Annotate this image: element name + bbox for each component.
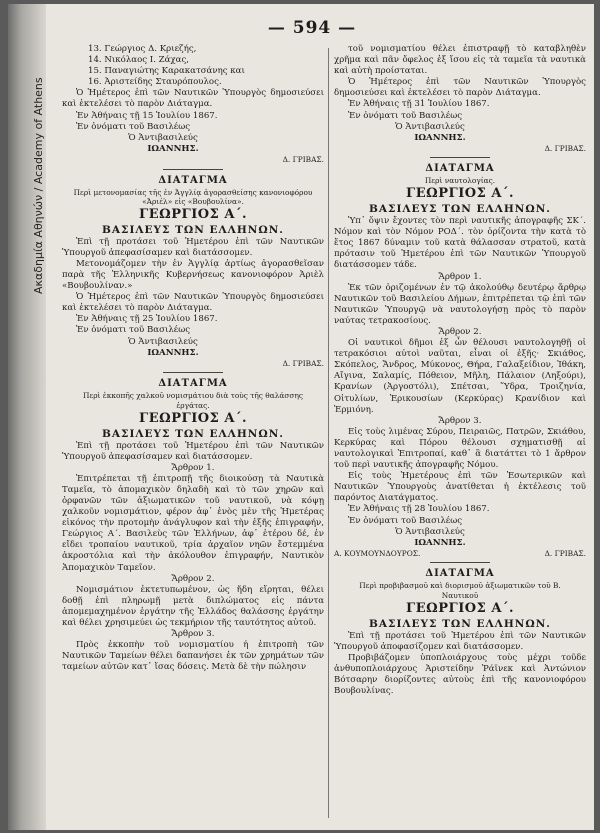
article-heading: Ἄρθρον 3. xyxy=(171,629,215,640)
article-heading: Ἄρθρον 1. xyxy=(171,462,215,473)
king-heading: ΓΕΩΡΓΙΟΣ Α΄. xyxy=(139,206,247,222)
regent-title: Ὁ Ἀντιβασιλεύς xyxy=(395,121,465,132)
basileus-heading: ΒΑΣΙΛΕΥΣ ΤΩΝ ΕΛΛΗΝΩΝ. xyxy=(369,203,551,216)
regent-name: ΙΩΑΝΝΗΣ. xyxy=(414,132,466,143)
signature-row xyxy=(334,549,586,559)
decree-title: ΔΙΑΤΑΓΜΑ xyxy=(158,378,228,390)
decree-date: Ἐν Ἀθήναις τῇ 25 Ἰουλίου 1867. xyxy=(76,314,218,325)
document-page xyxy=(8,4,594,830)
section-rule xyxy=(430,157,490,158)
regent-name: ΙΩΑΝΝΗΣ. xyxy=(147,347,199,358)
decree-title: ΔΙΑΤΑΓΜΑ xyxy=(425,163,495,175)
article-heading: Ἄρθρον 2. xyxy=(171,573,215,584)
closing-paragraph: Ὁ Ἡμέτερος ἐπὶ τῶν Ναυτικῶν Ὑπουργὸς δημοσιεύσει καὶ ἐκτελέσει τὸ παρὸν Διάταγμα. xyxy=(334,77,586,99)
decree-preamble: Ὑπ᾽ ὄψιν ἔχοντες τὸν περὶ ναυτικῆς ἀπογραφῆς ΣΚ΄. Νόμον καὶ τὸν Νόμον ΡΟΔ΄. τὸν ὁρίζοντα τὴν κατὰ τὸ ἔτος 1867 δύναμιν τοῦ κατὰ θάλασσαν στρατοῦ, κατὰ πρότασιν τοῦ Ἡμετέρου ἐπὶ τῶν Ναυτικῶν Ὑπουργοῦ διατάσσομεν τάδε. xyxy=(334,216,586,271)
regent-title: Ὁ Ἀντιβασιλεύς xyxy=(128,132,198,143)
article-text: Οἱ ναυτικοὶ δῆμοι ἐξ ὧν θέλουσι ναυτολογηθῇ οἱ τετρακόσιοι αὐτοὶ ναῦται, εἶναι οἱ ἐξῆς· Σκιάθος, Σκόπελος, Ἄνδρος, Μύκονος, Θήρα, Γαλαξείδιον, Ἰθάκη, Αἴγινα, Σαλαμίς, Πόθειον, Μῆλη, Πάλαιον (Ληξούρι), Κρανίων (Ἀργοστόλι), Σπέτσαι, Ὕδρα, Τροιζηνία, Οἰτυλίων, Ἐρικουσίων (Κερκύρας) Κρανίδιον καὶ Ἐρμιόνη. xyxy=(334,338,586,415)
right-column xyxy=(334,44,586,697)
article-text: Πρὸς ἐκκοπὴν τοῦ νομισματίου ἡ ἐπιτροπὴ τῶν Ναυτικῶν Ταμείων θέλει δαπανήσει ἐκ τῶν χρημάτων τῶν ταμείων αὐτῶν κατ᾽ ἴσας δόσεις. Μετὰ δὲ τὴν πώλησιν xyxy=(62,640,324,673)
decree-subject: Περὶ ναυτολογίας. xyxy=(424,176,496,186)
basileus-heading: ΒΑΣΙΛΕΥΣ ΤΩΝ ΕΛΛΗΝΩΝ. xyxy=(369,617,551,630)
minister-signature: Α. ΚΟΥΜΟΥΝΔΟΥΡΟΣ. xyxy=(334,548,421,558)
basileus-heading: ΒΑΣΙΛΕΥΣ ΤΩΝ ΕΛΛΗΝΩΝ. xyxy=(102,427,284,440)
closing-paragraph: Ὁ Ἡμέτερος ἐπὶ τῶν Ναυτικῶν Ὑπουργὸς δημοσιεύσει καὶ ἐκτελέσει τὸ παρὸν Διάταγμα. xyxy=(62,292,324,314)
left-column xyxy=(62,44,324,674)
list-item: 15. Παναγιώτης Καρακατσάνης και xyxy=(88,66,245,77)
article-heading: Ἄρθρον 1. xyxy=(438,271,482,282)
decree-date: Ἐν Ἀθήναις τῇ 15 Ἰουλίου 1867. xyxy=(76,110,218,121)
decree-subject: Περὶ μετονομασίας τῆς ἐν Ἀγγλίᾳ ἀγορασθείσης κανονιοφόρου «Ἀριέλ» εἰς «Βουβουλίνα». xyxy=(73,187,313,207)
decree-date: Ἐν Ἀθήναις τῇ 28 Ἰουλίου 1867. xyxy=(348,504,490,515)
king-heading: ΓΕΩΡΓΙΟΣ Α΄. xyxy=(139,410,247,426)
section-rule xyxy=(163,372,223,373)
minister-signature: Δ. ΓΡΙΒΑΣ. xyxy=(282,358,324,368)
closing-paragraph: Ὁ Ἡμέτερος ἐπὶ τῶν Ναυτικῶν Ὑπουργὸς δημοσιεύσει καὶ ἐκτελέσει τὸ παρὸν Διάταγμα. xyxy=(62,88,324,110)
decree-date: Ἐν Ἀθήναις τῇ 31 Ἰουλίου 1867. xyxy=(348,99,490,110)
decree-body: Μετονομάζομεν τὴν ἐν Ἀγγλίᾳ ἀρτίως ἀγορασθεῖσαν παρὰ τῆς Ἑλληνικῆς Κυβερνήσεως κανονιοφόρον Ἀριὲλ «Βουβουλίναν.» xyxy=(62,258,324,292)
list-item: 13. Γεώργιος Δ. Κριεζής, xyxy=(88,44,197,54)
in-name-of-king: Ἐν ὀνόματι τοῦ Βασιλέως xyxy=(348,110,463,121)
basileus-heading: ΒΑΣΙΛΕΥΣ ΤΩΝ ΕΛΛΗΝΩΝ. xyxy=(102,223,284,236)
list-item: 16. Ἀριστείδης Σταυρόπουλος. xyxy=(88,77,222,88)
article-heading: Ἄρθρον 2. xyxy=(438,326,482,337)
article-heading: Ἄρθρον 3. xyxy=(438,415,482,426)
decree-body: Προβιβάζομεν ὑποπλοιάρχους τοὺς μέχρι τοῦδε ἀνθυποπλοιάρχους Ἀριστείδην Ῥάϊνεκ καὶ Ἀντώνιον Βότσαρην διορίζοντες αὐτοὺς ἐπὶ τῆς κανονιοφόρου Βουβουλίνας. xyxy=(334,652,586,697)
closing-paragraph: Εἰς τοὺς Ἡμετέρους ἐπὶ τῶν Ἐσωτερικῶν καὶ Ναυτικῶν Ὑπουργοὺς ἀνατίθεται ἡ ἐκτέλεσις τοῦ παρόντος Διατάγματος. xyxy=(334,471,586,504)
decree-subject: Περὶ προβιβασμοῦ καὶ διορισμοῦ ἀξιωματικῶν τοῦ Β. Ναυτικοῦ xyxy=(359,581,561,601)
in-name-of-king: Ἐν ὀνόματι τοῦ Βασιλέως xyxy=(348,515,463,526)
continued-text: τοῦ νομισματίου θέλει ἐπιστραφῇ τὸ καταβληθὲν χρῆμα καὶ πᾶν ὄφελος ἐξ ἴσου εἰς τὰ ταμεῖα τὰ ναυτικὰ καὶ αὐτὴ προίσταται. xyxy=(334,44,586,77)
in-name-of-king: Ἐν ὀνόματι τοῦ Βασιλέως xyxy=(76,325,191,336)
regent-name: ΙΩΑΝΝΗΣ. xyxy=(147,143,199,154)
name-list xyxy=(62,44,324,88)
decree-preamble: Ἐπὶ τῇ προτάσει τοῦ Ἡμετέρου ἐπὶ τῶν Ναυτικῶν Ὑπουργοῦ ἀποφασίζομεν καὶ διατάσσομεν. xyxy=(334,630,586,652)
regent-name: ΙΩΑΝΝΗΣ. xyxy=(414,537,466,548)
article-text: Εἰς τοὺς λιμένας Σύρου, Πειραιῶς, Πατρῶν, Σκιάθου, Κερκύρας καὶ Πόρου θέλουσι σχηματισθῇ αἱ ναυτολογικαὶ Ἐπιτροπαί, καθ᾽ ἃ διατάττει τὸ 1 ἄρθρον τοῦ περὶ ναυτικῆς ἀπογραφῆς Νόμου. xyxy=(334,426,586,471)
column-divider xyxy=(328,48,329,818)
article-text: Νομισμάτιον ἐκτετυπωμένον, ὡς ἤδη εἴρηται, θέλει δοθῇ ἐπὶ πληρωμῇ μετὰ διπλώματος εἰς πάντα ἀπομεμαχημένον ἐργάτην τῆς Ἑλλάδος θαλάσσης ἐργάτην καὶ θέλει χρησιμεύει ὡς τεκμήριον τῆς ταυτότητος αὐτοῦ. xyxy=(62,584,324,629)
minister-signature: Δ. ΓΡΙΒΑΣ. xyxy=(282,154,324,164)
king-heading: ΓΕΩΡΓΙΟΣ Α΄. xyxy=(406,600,514,616)
article-text: Ἐκ τῶν ὁριζομένων ἐν τῷ ἀκολούθῳ δευτέρῳ ἄρθρῳ Ναυτικῶν τοῦ Βασιλείου Δήμων, ἐπιτρέπεται τῷ ἐπὶ τῶν Ναυτικῶν Ὑπουργῷ νὰ ναυτολογήσῃ πρὸς τὸ παρὸν ναύτας τετρακοσίους. xyxy=(334,282,586,326)
king-heading: ΓΕΩΡΓΙΟΣ Α΄. xyxy=(406,186,514,202)
minister-signature: Δ. ΓΡΙΒΑΣ. xyxy=(544,548,586,558)
article-text: Ἐπιτρέπεται τῇ ἐπιτροπῇ τῆς διοικούσῃ τὰ Ναυτικὰ Ταμεῖα, τὸ ἀπομαχικὸν δηλαδὴ καὶ τὸ τῶν χηρῶν καὶ ὀρφανῶν τῶν ἀξιωματικῶν τοῦ ναυτικοῦ, νὰ κόψῃ χαλκοῦν νομισμάτιον, φέρον ἀφ᾽ ἑνὸς μὲν τῆς Ἡμετέρας εἰκόνος τὴν προτομὴν ἀνάγλυφον καὶ τὴν ἐξῆς ἐπιγραφήν, Γεώργιος Α΄. Βασιλεὺς τῶν Ἑλλήνων, ἀφ᾽ ἑτέρου δέ, ἐν εἴδει τροπαίου ναυτικοῦ, τρία ἀρχαῖον νηῶν ἔστεμμένα ἀκροστόλια καὶ τὴν ἀκόλουθον ἐπιγραφήν, Ναυτικὸν Ἀπομαχικὸν Ταμεῖον. xyxy=(62,473,324,573)
archive-watermark: Ακαδημία Αθηνών / Academy of Athens xyxy=(32,77,45,294)
in-name-of-king: Ἐν ὀνόματι τοῦ Βασιλέως xyxy=(76,121,191,132)
regent-title: Ὁ Ἀντιβασιλεύς xyxy=(128,336,198,347)
decree-preamble: Ἐπὶ τῇ προτάσει τοῦ Ἡμετέρου ἐπὶ τῶν Ναυτικῶν Ὑπουργοῦ ἀπεφασίσαμεν καὶ διατάσσομεν. xyxy=(62,236,324,258)
page-number: — 594 — xyxy=(267,18,357,38)
regent-title: Ὁ Ἀντιβασιλεύς xyxy=(395,526,465,537)
minister-signature: Δ. ΓΡΙΒΑΣ. xyxy=(544,143,586,153)
list-item: 14. Νικόλαος Ι. Ζάχας, xyxy=(88,55,189,66)
decree-title: ΔΙΑΤΑΓΜΑ xyxy=(158,174,228,186)
decree-subject: Περὶ ἐκκοπῆς χαλκοῦ νομισμάτιου διὰ τοὺς τῆς θαλάσσης ἐργάτας. xyxy=(82,391,304,410)
section-rule xyxy=(163,169,223,170)
section-rule xyxy=(430,562,490,563)
decree-title: ΔΙΑΤΑΓΜΑ xyxy=(425,568,495,580)
decree-preamble: Ἐπὶ τῇ προτάσει τοῦ Ἡμετέρου ἐπὶ τῶν Ναυτικῶν Ὑπουργοῦ ἀπεφασίσαμεν καὶ διατάσσομεν. xyxy=(62,440,324,462)
